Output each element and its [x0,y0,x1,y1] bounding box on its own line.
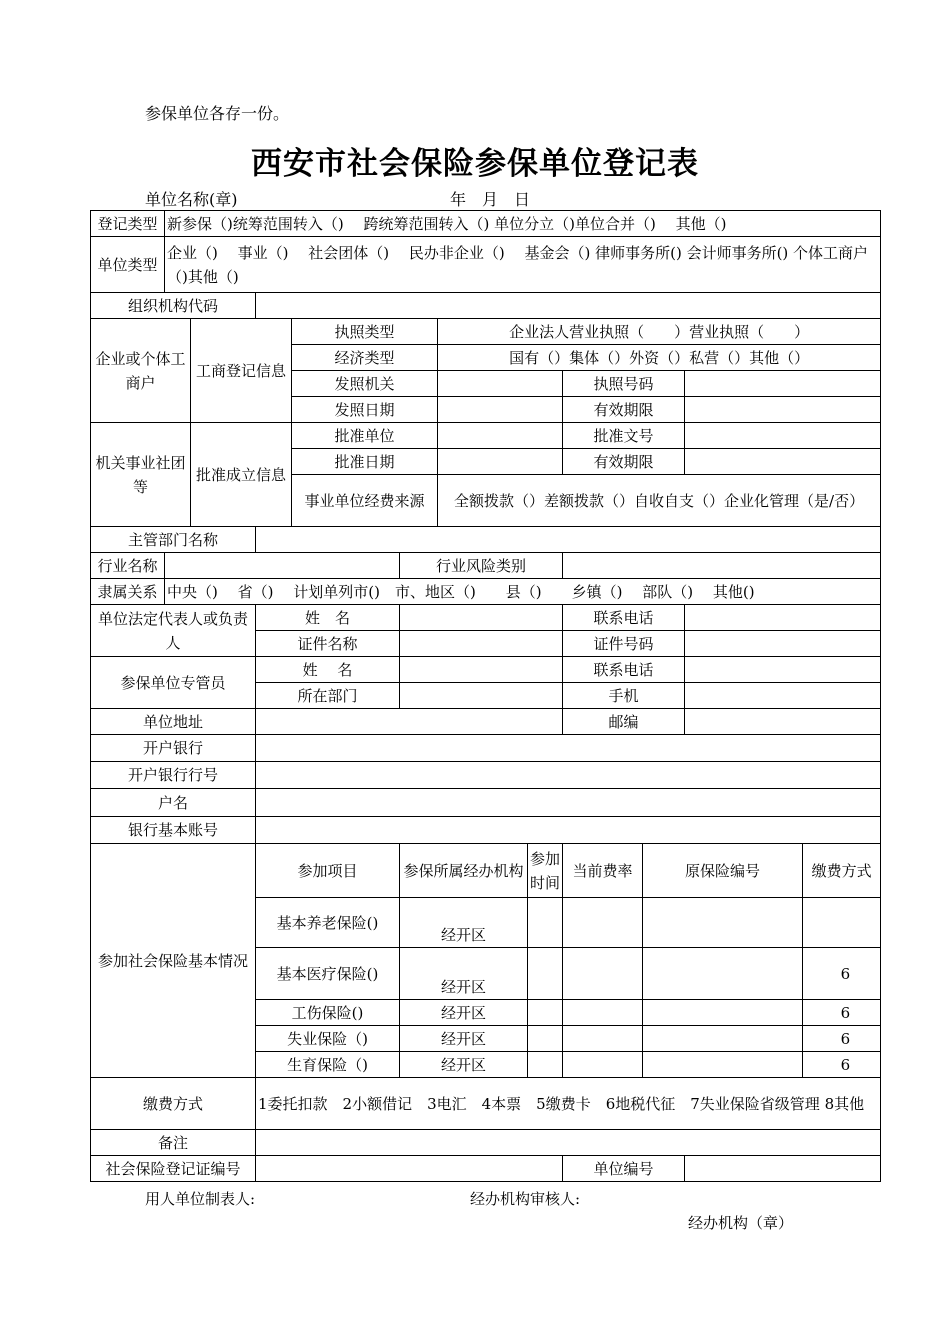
remark-field[interactable] [256,1130,881,1156]
ins-row-time[interactable] [528,898,563,948]
maker-label: 用人单位制表人: [145,1190,256,1208]
issue-date-label: 发照日期 [292,397,438,423]
validity-label: 有效期限 [563,397,685,423]
org-seal-label: 经办机构（章） [688,1214,794,1232]
cert-no-field[interactable] [256,1156,563,1182]
enterprise-label: 企业或个体工商户 [91,319,191,423]
bank-field[interactable] [256,735,881,762]
ins-row-agency: 经开区 [400,948,528,1000]
staff-name-field[interactable] [400,657,563,683]
staff-dept-field[interactable] [400,683,563,709]
affil-options[interactable]: 中央（) 省（) 计划单列市() 市、地区（) 县（) 乡镇（) 部队（) 其他() [165,579,881,605]
ins-row-pay[interactable]: 6 [803,1026,881,1052]
approve-doc-field[interactable] [685,423,881,449]
account-no-label: 银行基本账号 [91,817,256,844]
ins-row-time[interactable] [528,948,563,1000]
account-no-field[interactable] [256,817,881,844]
issuer-label: 发照机关 [292,371,438,397]
ins-row-pay[interactable]: 6 [803,1000,881,1026]
org-code-field[interactable] [256,293,881,319]
legal-rep-label: 单位法定代表人或负责人 [91,605,256,657]
address-field[interactable] [256,709,563,735]
fund-source-label: 事业单位经费来源 [292,475,438,527]
ins-row-rate[interactable] [563,898,643,948]
reg-type-options[interactable]: 新参保（)统筹范围转入（) 跨统筹范围转入（) 单位分立（)单位合并（) 其他（) [165,211,881,237]
account-name-label: 户名 [91,789,256,817]
issuer-field[interactable] [438,371,563,397]
ins-row-time[interactable] [528,1052,563,1078]
ins-row-old-no[interactable] [643,1052,803,1078]
ins-row-rate[interactable] [563,1000,643,1026]
staff-phone-field[interactable] [685,657,881,683]
unit-type-options[interactable]: 企业（) 事业（) 社会团体（) 民办非企业（) 基金会（) 律师事务所() 会计师事务所() 个体工商户（)其他（) [165,237,881,293]
ins-row-item: 生育保险（) [256,1052,400,1078]
ins-row-pay[interactable] [803,898,881,948]
ins-row-rate[interactable] [563,1026,643,1052]
mobile-label: 手机 [563,683,685,709]
unit-no-label: 单位编号 [563,1156,685,1182]
staff-phone-label: 联系电话 [563,657,685,683]
unit-name-label: 单位名称(章) [145,190,238,209]
staff-label: 参保单位专管员 [91,657,256,709]
ins-row-agency: 经开区 [400,898,528,948]
id-no-field[interactable] [685,631,881,657]
phone-label: 联系电话 [563,605,685,631]
ins-row-agency: 经开区 [400,1000,528,1026]
insurance-label: 参加社会保险基本情况 [91,844,256,1078]
license-no-label: 执照号码 [563,371,685,397]
staff-dept-label: 所在部门 [256,683,400,709]
industry-field[interactable] [165,553,400,579]
approve-unit-field[interactable] [438,423,563,449]
form-title: 西安市社会保险参保单位登记表 [251,146,699,182]
postcode-label: 邮编 [563,709,685,735]
postcode-field[interactable] [685,709,881,735]
account-name-field[interactable] [256,789,881,817]
affil-label: 隶属关系 [91,579,165,605]
ins-row-time[interactable] [528,1000,563,1026]
validity-field[interactable] [685,397,881,423]
registration-form-table [90,210,881,1182]
dept-label: 主管部门名称 [91,527,256,553]
unit-no-field[interactable] [685,1156,881,1182]
mobile-field[interactable] [685,683,881,709]
ins-row-pay[interactable]: 6 [803,1052,881,1078]
approve-unit-label: 批准单位 [292,423,438,449]
econ-type-options[interactable]: 国有（）集体（）外资（）私营（）其他（） [438,345,881,371]
reg-type-label: 登记类型 [91,211,165,237]
ins-row-old-no[interactable] [643,1000,803,1026]
issue-date-field[interactable] [438,397,563,423]
ins-row-old-no[interactable] [643,948,803,1000]
ins-row-agency: 经开区 [400,1052,528,1078]
risk-field[interactable] [563,553,881,579]
approve-date-field[interactable] [438,449,563,475]
date-label: 年 月 日 [450,190,531,209]
pay-method-label: 缴费方式 [91,1078,256,1130]
license-type-label: 执照类型 [292,319,438,345]
fund-source-options[interactable]: 全额拨款（）差额拨款（）自收自支（）企业化管理（是/否） [438,475,881,527]
ins-row-item: 基本医疗保险() [256,948,400,1000]
validity2-label: 有效期限 [563,449,685,475]
ins-row-pay[interactable]: 6 [803,948,881,1000]
ins-row-old-no[interactable] [643,898,803,948]
ins-row-item: 失业保险（) [256,1026,400,1052]
approval-info-label: 批准成立信息 [191,423,292,527]
approve-date-label: 批准日期 [292,449,438,475]
org-code-label: 组织机构代码 [91,293,256,319]
bank-code-label: 开户银行行号 [91,762,256,789]
license-type-options[interactable]: 企业法人营业执照（ ）营业执照（ ） [438,319,881,345]
remark-label: 备注 [91,1130,256,1156]
ins-row-agency: 经开区 [400,1026,528,1052]
industry-label: 行业名称 [91,553,165,579]
bank-code-field[interactable] [256,762,881,789]
econ-type-label: 经济类型 [292,345,438,371]
ins-header-pay: 缴费方式 [803,844,881,898]
name-field[interactable] [400,605,563,631]
ins-row-item: 基本养老保险() [256,898,400,948]
id-type-label: 证件名称 [256,631,400,657]
phone-field[interactable] [685,605,881,631]
bank-label: 开户银行 [91,735,256,762]
approve-doc-label: 批准文号 [563,423,685,449]
cert-no-label: 社会保险登记证编号 [91,1156,256,1182]
ins-header-agency: 参保所属经办机构 [400,844,528,898]
dept-field[interactable] [256,527,881,553]
license-no-field[interactable] [685,371,881,397]
ins-header-item: 参加项目 [256,844,400,898]
biz-reg-label: 工商登记信息 [191,319,292,423]
address-label: 单位地址 [91,709,256,735]
distribution-note: 参保单位各存一份。 [145,104,290,123]
id-type-field[interactable] [400,631,563,657]
ins-row-time[interactable] [528,1026,563,1052]
ins-header-rate: 当前费率 [563,844,643,898]
staff-name-label: 姓 名 [256,657,400,683]
ins-row-rate[interactable] [563,1052,643,1078]
ins-row-item: 工伤保险() [256,1000,400,1026]
risk-label: 行业风险类别 [400,553,563,579]
pay-method-options[interactable]: 1委托扣款 2小额借记 3电汇 4本票 5缴费卡 6地税代征 7失业保险省级管理 8其他 [256,1078,881,1130]
ins-row-rate[interactable] [563,948,643,1000]
unit-type-label: 单位类型 [91,237,165,293]
id-no-label: 证件号码 [563,631,685,657]
reviewer-label: 经办机构审核人: [470,1190,581,1208]
agency-label: 机关事业社团等 [91,423,191,527]
ins-header-old-no: 原保险编号 [643,844,803,898]
ins-row-old-no[interactable] [643,1026,803,1052]
validity2-field[interactable] [685,449,881,475]
ins-header-time: 参加时间 [528,844,563,898]
name-label: 姓 名 [256,605,400,631]
